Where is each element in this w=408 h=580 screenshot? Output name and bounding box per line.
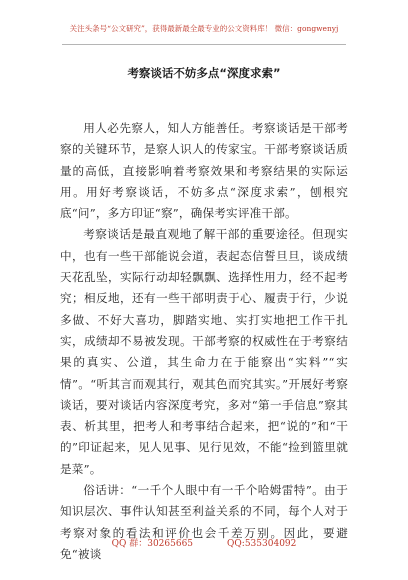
- document-title: 考察谈话不妨多点“深度求索”: [127, 66, 281, 80]
- document-body: [60, 118, 348, 565]
- header-divider: [62, 44, 346, 45]
- header-promo-note: 关注头条号“公文研究”，获得最新最全最专业的公文资料库！ 微信：gongwenyj: [69, 24, 339, 33]
- paragraph-3: 俗话讲：“一千个人眼中有一千个哈姆雷特”。由于知识层次、事件认知甚至利益关系的不同，每个人对于考察对象的看法和评价也会千差万别。因此，要避免“被谈: [60, 483, 348, 561]
- page-footer: [0, 538, 408, 550]
- paragraph-1: 用人必先察人，知人方能善任。考察谈话是干部考察的关键环节，是察人识人的传家宝。干部考察谈话质量的高低，直接影响着考察效果和考察结果的实际运用。用好考察谈话，不妨多点“深度求索”，刨根究底“问”，多方印证“察”，确保考实评准干部。: [60, 121, 348, 221]
- footer-qq-group: QQ 群：30265665: [111, 539, 194, 549]
- footer-qq-number: QQ:535304092: [227, 539, 297, 549]
- paragraph-2: 考察谈话是最直观地了解干部的重要途径。但现实中，也有一些干部能说会道，表起态信誓旦旦，谈成绩天花乱坠，实际行动却轻飘飘、选择性用力，经不起考究；相反地，还有一些干部明责于心、履责于行，少说多做、不好大喜功，脚踏实地、实打实地把工作干扎实，成绩却不易被发现。干部考察的权威性在于考察结果的真实、公道，其生命力在于能察出“实料”“实情”。“听其言而观其行，观其色而究其实。”开展好考察谈话，要对谈话内容深度考究，多对“第一手信息”察其表、析其里，把考人和考事结合起来，把“说的”和“干的”印证起来，见人见事、见行见效，不能“捡到篮里就是菜”。: [60, 227, 348, 476]
